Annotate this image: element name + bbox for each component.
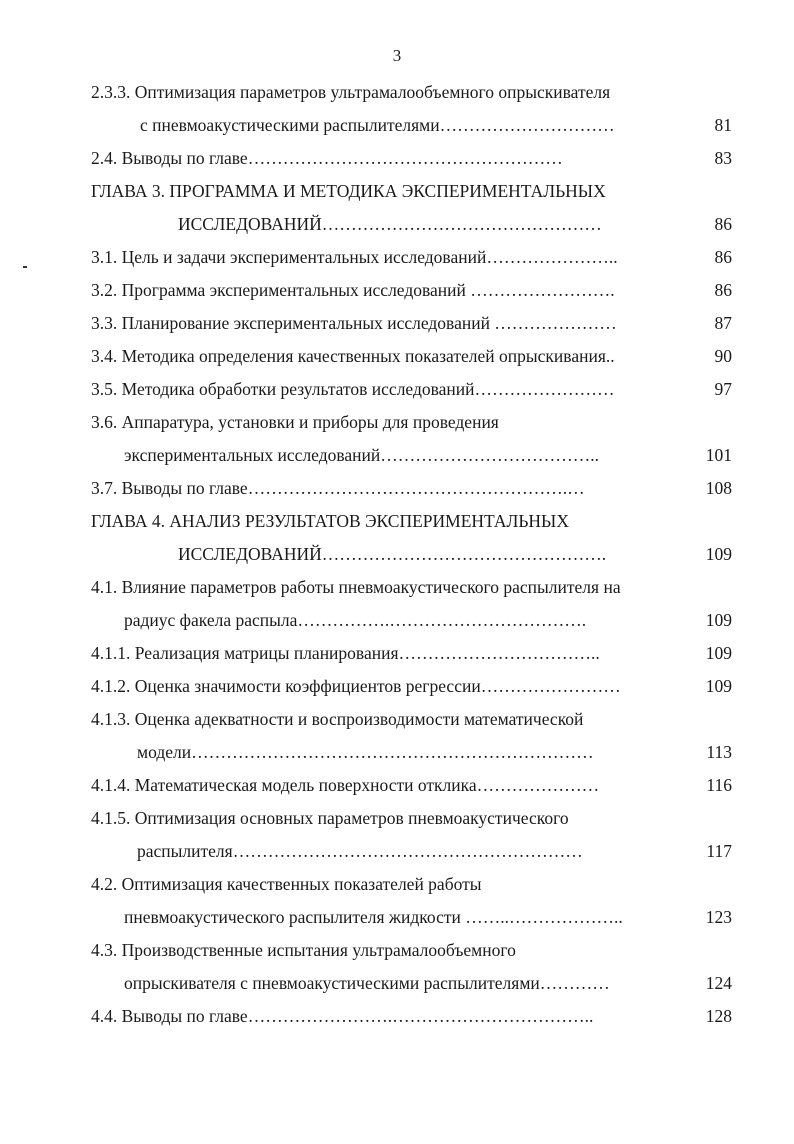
toc-entry-page: 109	[705, 643, 732, 663]
toc-entry-text: 3.6. Аппаратура, установки и приборы для проведения	[91, 412, 499, 432]
toc-entry-page: 83	[714, 148, 732, 168]
toc-line	[0, 142, 794, 175]
toc-entry-text: 4.4. Выводы по главе…………………….……………………………..	[91, 1006, 594, 1026]
toc-line	[0, 736, 794, 769]
toc-entry-page: 90	[714, 346, 732, 366]
page-number: 3	[392, 46, 402, 65]
toc-line	[0, 406, 794, 439]
toc-line	[0, 472, 794, 505]
toc-entry-text: ИССЛЕДОВАНИЙ………………………………………….	[178, 544, 607, 564]
toc-entry-text: ИССЛЕДОВАНИЙ…………………………………………	[178, 214, 602, 234]
toc-entry-text: пневмоакустического распылителя жидкости ……..………………..	[124, 907, 623, 927]
toc-line	[0, 307, 794, 340]
toc-entry-text: 4.1.2. Оценка значимости коэффициентов регрессии……………………	[91, 676, 621, 696]
toc-line	[0, 109, 794, 142]
toc-line	[0, 241, 794, 274]
toc-entry-page: 97	[714, 379, 732, 399]
toc-line	[0, 703, 794, 736]
toc-line	[0, 934, 794, 967]
toc-entry-text: ГЛАВА 4. АНАЛИЗ РЕЗУЛЬТАТОВ ЭКСПЕРИМЕНТАЛЬНЫХ	[91, 511, 569, 531]
toc-entry-text: с пневмоакустическими распылителями…………………………	[140, 115, 615, 135]
toc-entry-page: 101	[705, 445, 732, 465]
toc-entry-text: 3.3. Планирование экспериментальных исследований …………………	[91, 313, 617, 333]
toc-entry-page: 124	[705, 973, 732, 993]
toc-entry-page: 113	[706, 742, 732, 762]
toc-entry-page: 109	[705, 544, 732, 564]
toc-entry-text: 4.3. Производственные испытания ультрамалообъемного	[91, 940, 516, 960]
toc-entry-text: распылителя……………………………………………………	[137, 841, 583, 861]
toc-line	[0, 505, 794, 538]
toc-entry-page: 123	[705, 907, 732, 927]
toc-entry-text: 2.3.3. Оптимизация параметров ультрамалообъемного опрыскивателя	[91, 82, 611, 102]
toc-entry-page: 128	[705, 1006, 732, 1026]
toc-line	[0, 208, 794, 241]
toc-line	[0, 637, 794, 670]
toc-entry-page: 109	[705, 676, 732, 696]
toc-entry-text: 4.1.5. Оптимизация основных параметров пневмоакустического	[91, 808, 569, 828]
toc-entry-text: 3.2. Программа экспериментальных исследований …………………….	[91, 280, 615, 300]
toc-entry-page: 117	[706, 841, 732, 861]
toc-entry-text: 4.1.4. Математическая модель поверхности отклика…………………	[91, 775, 600, 795]
toc-line	[0, 340, 794, 373]
toc-line	[0, 901, 794, 934]
toc-entry-text: 4.1.3. Оценка адекватности и воспроизводимости математической	[91, 709, 584, 729]
toc-line	[0, 868, 794, 901]
toc-entry-page: 86	[714, 247, 732, 267]
table-of-contents	[0, 76, 794, 1033]
toc-entry-text: экспериментальных исследований………………………………..	[124, 445, 600, 465]
toc-line	[0, 604, 794, 637]
toc-entry-text: 2.4. Выводы по главе………………………………………………	[91, 148, 563, 168]
toc-entry-page: 86	[714, 214, 732, 234]
toc-line	[0, 769, 794, 802]
toc-line	[0, 802, 794, 835]
toc-line	[0, 76, 794, 109]
toc-line	[0, 439, 794, 472]
toc-entry-page: 109	[705, 610, 732, 630]
toc-entry-text: опрыскивателя с пневмоакустическими распылителями…………	[124, 973, 610, 993]
toc-line	[0, 274, 794, 307]
toc-entry-text: радиус факела распыла…………….…………………………….	[124, 610, 587, 630]
toc-line	[0, 373, 794, 406]
toc-line	[0, 571, 794, 604]
toc-entry-text: 4.1. Влияние параметров работы пневмоакустического распылителя на	[91, 577, 621, 597]
toc-entry-text: ГЛАВА 3. ПРОГРАММА И МЕТОДИКА ЭКСПЕРИМЕНТАЛЬНЫХ	[91, 181, 606, 201]
toc-entry-page: 116	[706, 775, 732, 795]
toc-entry-page: 87	[714, 313, 732, 333]
toc-line	[0, 835, 794, 868]
toc-entry-text: модели……………………………………………………………	[137, 742, 594, 762]
toc-line	[0, 538, 794, 571]
toc-entry-text: 4.2. Оптимизация качественных показателей работы	[91, 874, 482, 894]
toc-line	[0, 1000, 794, 1033]
toc-entry-text: 3.4. Методика определения качественных показателей опрыскивания..	[91, 346, 615, 366]
toc-line	[0, 967, 794, 1000]
toc-entry-text: 3.1. Цель и задачи экспериментальных исследований…………………..	[91, 247, 618, 267]
toc-entry-text: 3.5. Методика обработки результатов исследований……………………	[91, 379, 615, 399]
toc-entry-text: 3.7. Выводы по главе……………………………………………….…	[91, 478, 585, 498]
toc-entry-text: 4.1.1. Реализация матрицы планирования……………………………..	[91, 643, 600, 663]
toc-line	[0, 670, 794, 703]
toc-line	[0, 175, 794, 208]
toc-entry-page: 86	[714, 280, 732, 300]
toc-entry-page: 108	[705, 478, 732, 498]
toc-entry-page: 81	[714, 115, 732, 135]
